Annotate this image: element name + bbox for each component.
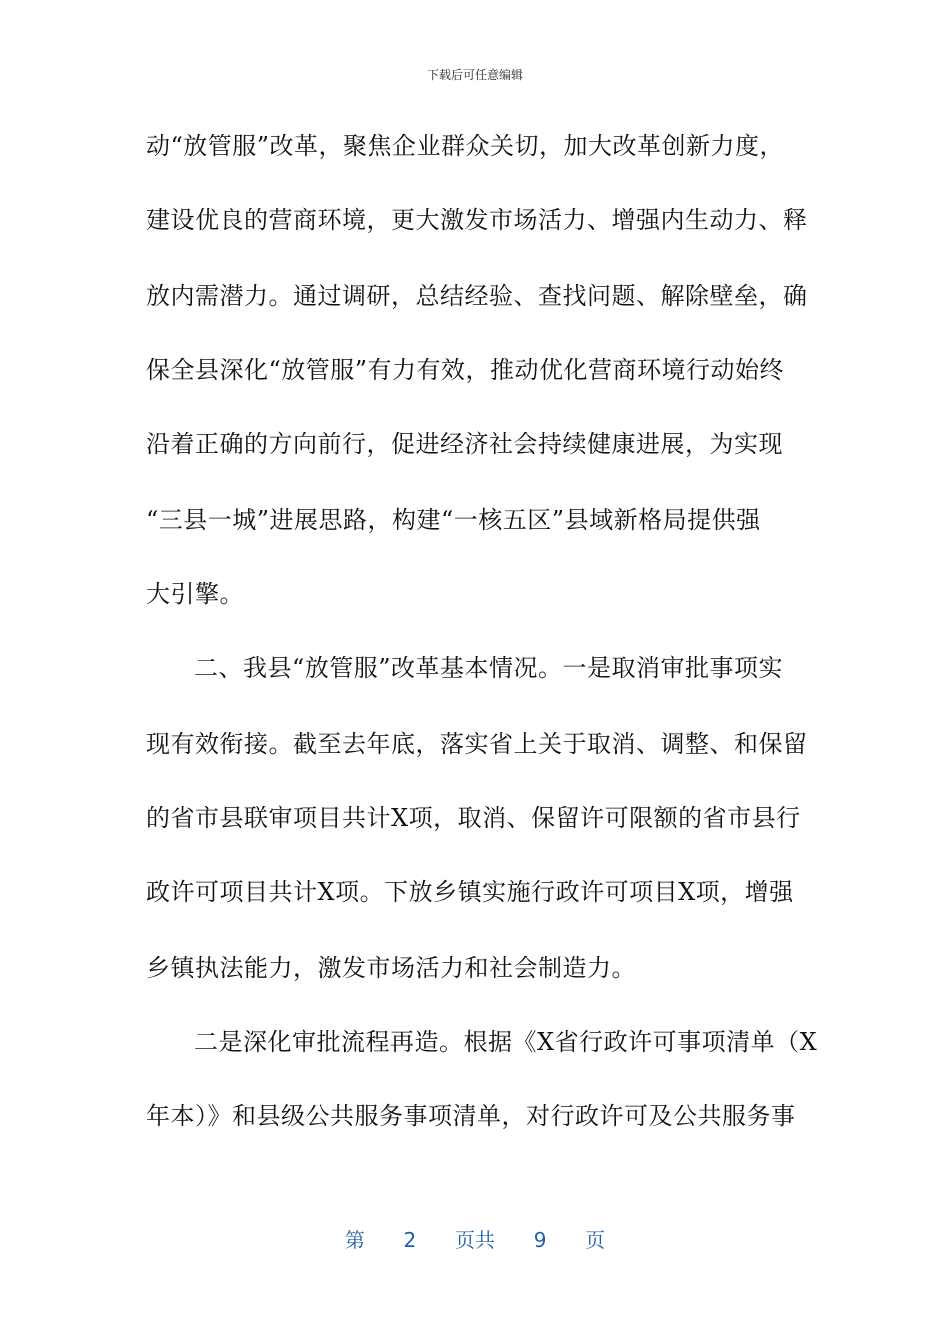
current-page-number: 2: [403, 1228, 417, 1252]
text-line: 沿着正确的方向前行，促进经济社会持续健康进展，为实现: [146, 430, 783, 458]
text-line: 建设优良的营商环境，更大激发市场活力、增强内生动力、释: [146, 206, 808, 234]
page-footer: [0, 1224, 950, 1253]
text-line: 政许可项目共计X项。下放乡镇实施行政许可项目X项，增强: [146, 878, 794, 906]
total-page-count: 9: [533, 1228, 547, 1252]
text-line: 乡镇执法能力，激发市场活力和社会制造力。: [146, 954, 636, 982]
footer-prefix: 第: [344, 1228, 365, 1252]
text-line: 放内需潜力。通过调研，总结经验、查找问题、解除壁垒，确: [146, 282, 808, 310]
text-line: 保全县深化“放管服”有力有效，推动优化营商环境行动始终: [146, 356, 785, 384]
text-line: 的省市县联审项目共计X项，取消、保留许可限额的省市县行: [146, 804, 801, 832]
paragraph-first-line: 二是深化审批流程再造。根据《X省行政许可事项清单（X: [194, 1028, 818, 1056]
text-line: 动“放管服”改革，聚焦企业群众关切，加大改革创新力度，: [146, 132, 785, 160]
text-line: 年本）》和县级公共服务事项清单，对行政许可及公共服务事: [146, 1102, 796, 1130]
text-line: 现有效衔接。截至去年底，落实省上关于取消、调整、和保留: [146, 730, 808, 758]
footer-middle: 页共: [455, 1228, 495, 1252]
footer-suffix: 页: [585, 1228, 606, 1252]
page-header: 下载后可任意编辑: [426, 68, 523, 82]
text-line: “三县一城”进展思路，构建“一核五区”县域新格局提供强: [146, 506, 761, 534]
text-line: 大引擎。: [146, 580, 244, 608]
paragraph-first-line: 二、我县“放管服”改革基本情况。一是取消审批事项实: [194, 654, 784, 682]
